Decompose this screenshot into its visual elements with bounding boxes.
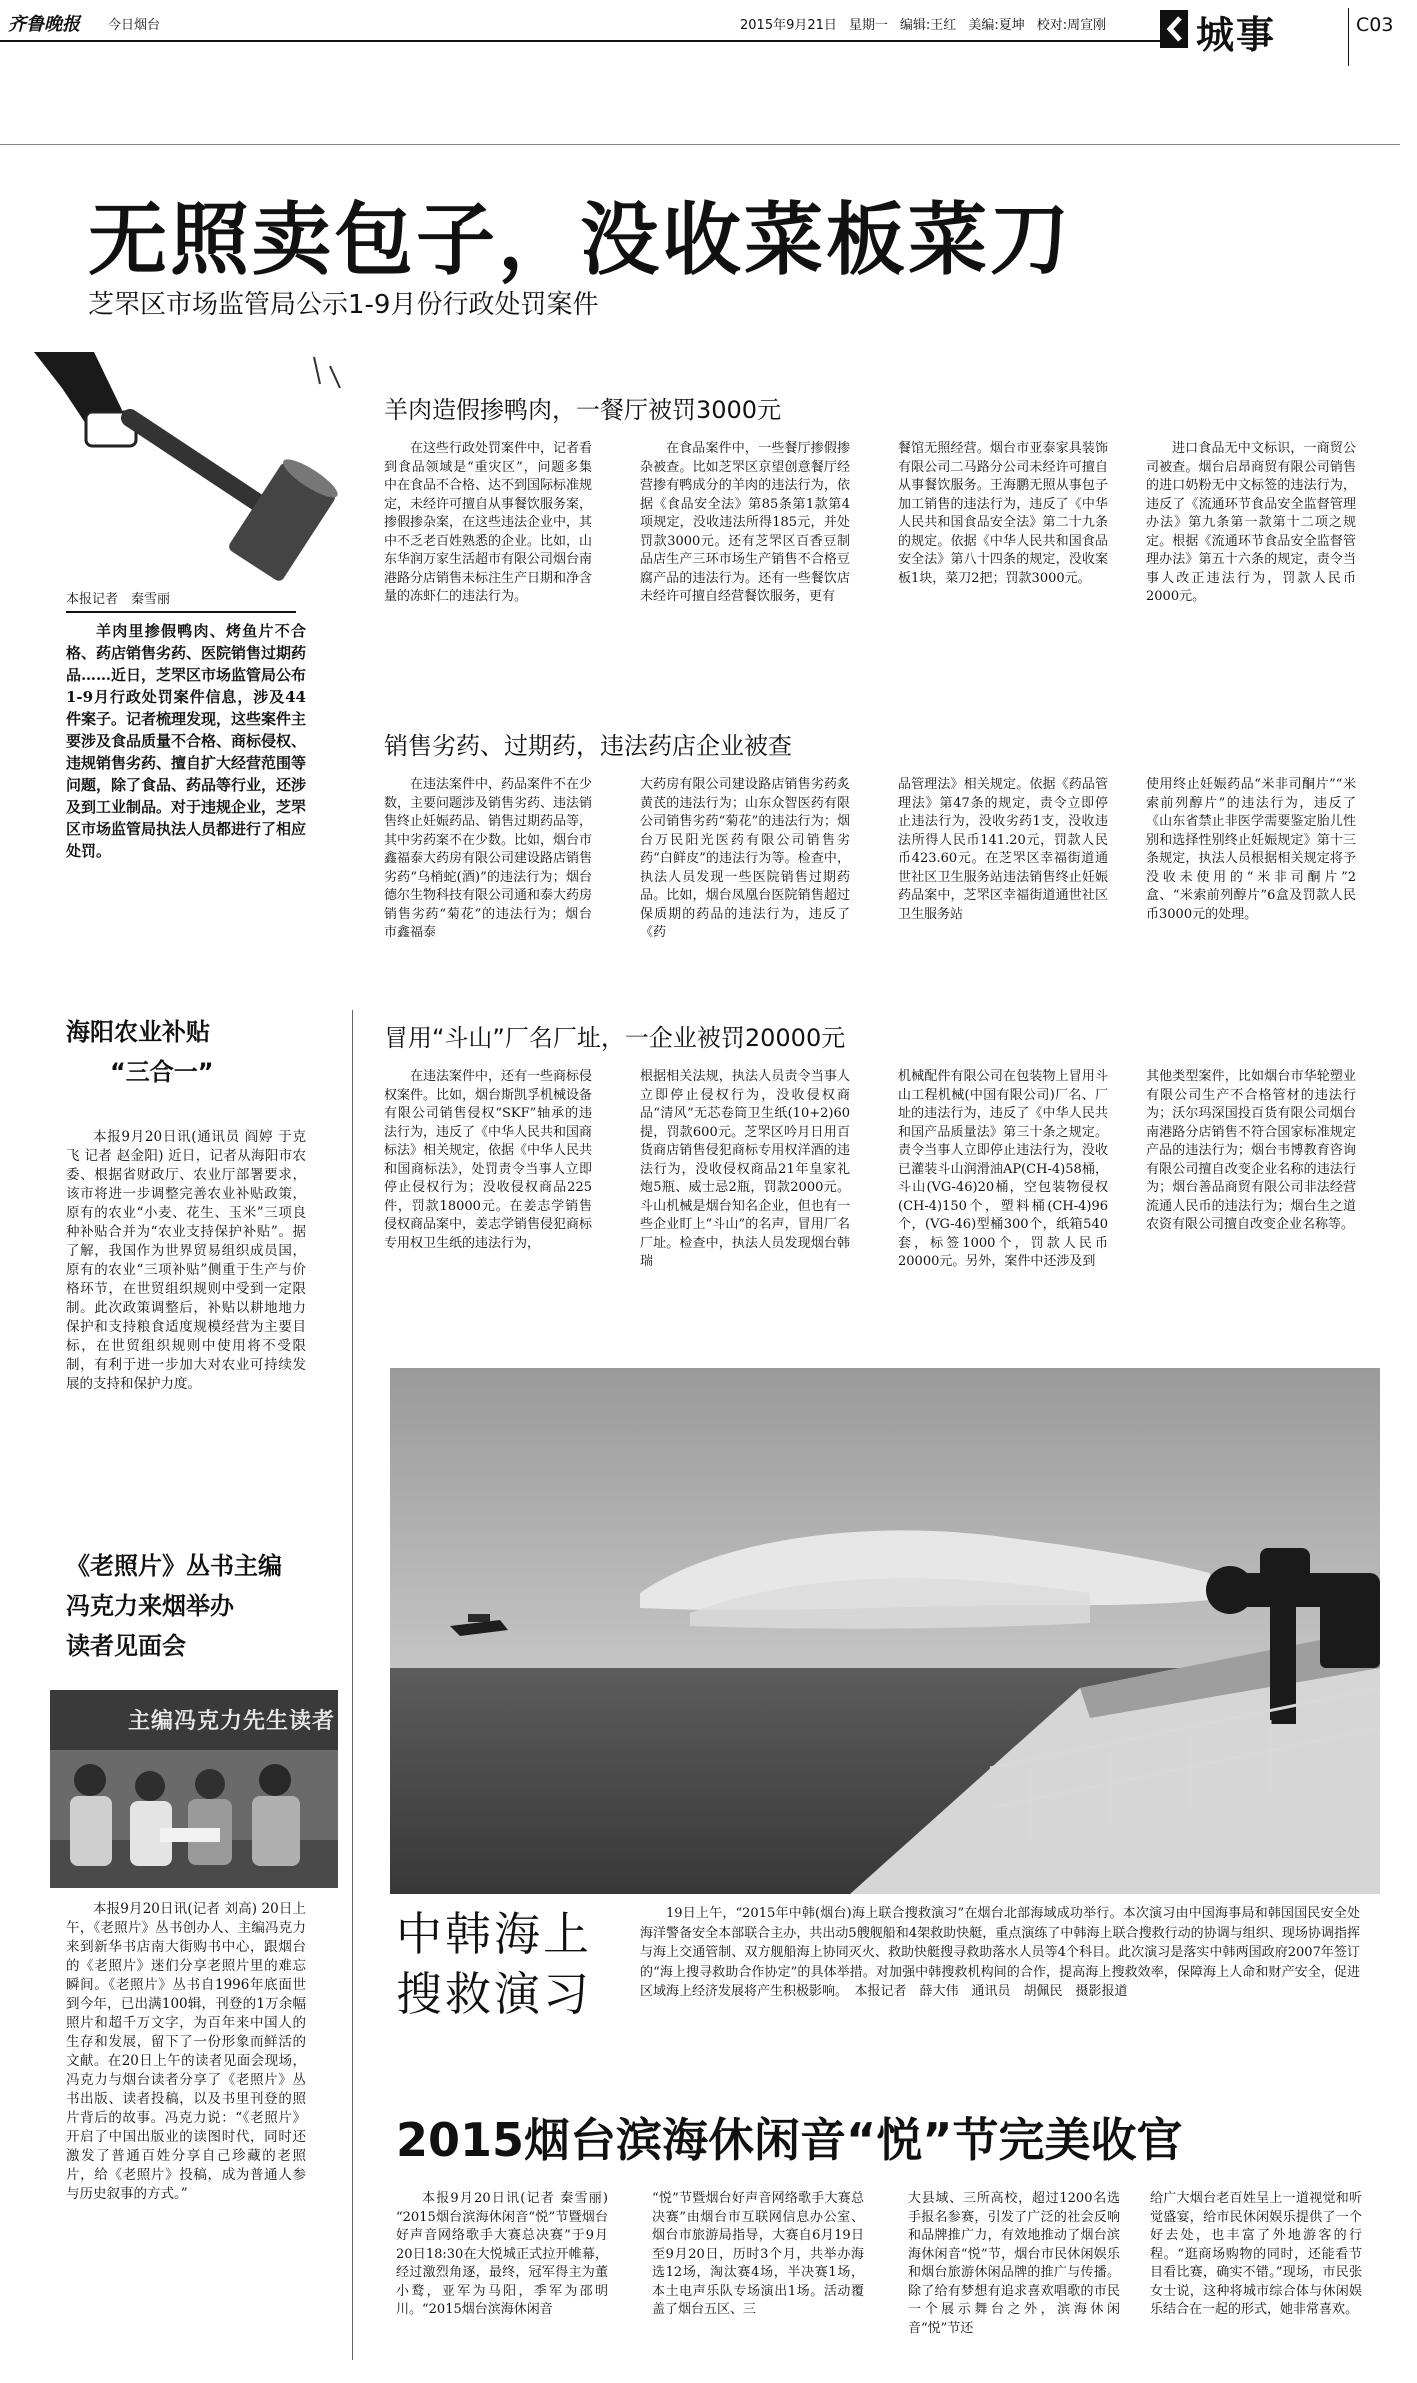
masthead-divider [1348,8,1349,66]
s3-col4: 其他类型案件，比如烟台市华轮塑业有限公司生产不合格管材的违法行为；沃尔玛深国投百货有限公司烟台南港路分店销售不符合国家标准规定产品的违法行为；烟台韦博教育咨询有限公司擅自改变企业名称的违法行为；烟台善品商贸有限公司非法经营流通人民币的违法行为；烟台生之道农资有限公司擅自改变企业名称等。 [1146,1069,1356,1232]
side1-title2: “三合一” [110,1058,214,1086]
issue-weekday: 星期一 [848,18,888,33]
side2-text: 本报9月20日讯(记者 刘高) 20日上午，《老照片》丛书创办人、主编冯克力来到新华书店南大街购书中心，跟烟台的《老照片》迷们分享老照片里的难忘瞬间。《老照片》丛书自1996年底面世到今年，已出满100辑，刊登的1万余幅照片和超千万文字，为百年来中国人的生存和发展，留下了一份形象而鲜活的文献。在20日上午的读者见面会现场，冯克力与烟台读者分享了《老照片》丛书出版、读者投稿，以及书里刊登的照片背后的故事。冯克力说：“《老照片》开启了中国出版业的读图时代，同时还激发了普通百姓分享自己珍藏的老照片，给《老照片》投稿，成为普通人参与历史叙事的方式。” [66,1901,306,2202]
side2-title2: 冯克力来烟举办 [66,1592,234,1620]
edition-label: 今日烟台 [108,18,161,33]
s2-col3: 品管理法》相关规定。依据《药品管理法》第47条的规定，责令立即停止违法行为，没收劣药1支，没收违法所得人民币141.20元，罚款人民币423.60元。在芝罘区幸福街道通世社区卫生服务站违法销售终止妊娠药品案中，芝罘区幸福街道通世社区卫生服务站 [898,777,1108,922]
page-number: C03 [1356,14,1394,36]
side1-title1: 海阳农业补贴 [66,1018,210,1046]
photo-caption: 19日上午，“2015年中韩(烟台)海上联合搜救演习”在烟台北部海域成功举行。本次演习由中国海事局和韩国国民安全处海洋警备安全本部联合主办，共出动5艘舰船和4架救助快艇，重点演练了中韩海上联合搜救行动的协调与组织、现场协调指挥与海上交通管制、双方舰船海上协同灭火、救助快艇搜寻救助落水人员等4个科目。此次演习是落实中韩两国政府2007年签订的“海上搜寻救助合作协定”的具体举措。对加强中韩搜救机构间的合作，提高海上搜救效率，保障海上人命和财产安全，促进区域海上经济发展将产生积极影响。 本报记者 薛大伟 通讯员 胡佩民 摄影报道 [640,1906,1360,1999]
s2-title: 销售劣药、过期药，违法药店企业被查 [384,732,792,760]
s3-col2: 根据相关法规，执法人员责令当事人立即停止侵权行为，没收侵权商品“清风”无芯卷筒卫生纸(10+2)60提，罚款600元。芝罘区吟月日用百货商店销售侵犯商标专用权洋酒的违法行为，没收侵权商品21年皇家礼炮5瓶、威士忌2瓶，罚款2000元。斗山机械是烟台知名企业，但也有一些企业盯上“斗山”的名声，冒用厂名厂址。检查中，执法人员发现烟台韩瑞 [640,1069,850,1269]
photo-title2: 搜救演习 [396,1967,592,2021]
s2-col4: 使用终止妊娠药品“米非司酮片”“米索前列醇片”的违法行为，违反了《山东省禁止非医学需要鉴定胎儿性别和选择性别终止妊娠规定》第十三条规定，执法人员根据相关规定将予没收未使用的“米非司酮片”2盒、“米索前列醇片”6盒及罚款人民币3000元的处理。 [1146,777,1356,922]
story2-col4: 给广大烟台老百姓呈上一道视觉和听觉盛宴，给市民休闲娱乐提供了一个好去处，也丰富了外地游客的行程。“逛商场购物的同时，还能看节目看比赛，确实不错。”现场，市民张女士说，这种将城市综合体与休闲娱乐结合在一起的形式，她非常喜欢。 [1150,2191,1362,2317]
main-lead: 羊肉里掺假鸭肉、烤鱼片不合格、药店销售劣药、医院销售过期药品……近日，芝罘区市场监管局公布1-9月行政处罚案件信息，涉及44件案子。记者梳理发现，这些案件主要涉及食品质量不合格、商标侵权、违规销售劣药、擅自扩大经营范围等问题，除了食品、药品等行业，还涉及到工业制品。对于违规企业，芝罘区市场监管局执法人员都进行了相应处罚。 [66,622,306,860]
sidebar-divider [352,1010,353,2360]
paper-logo: 齐鲁晚报 [8,14,80,35]
s3-col1: 在违法案件中，还有一些商标侵权案件。比如，烟台斯凯孚机械设备有限公司销售侵权“SKF”轴承的违法行为，违反了《中华人民共和国商标法》相关规定，依据《中华人民共和国商标法》，处罚责令当事人立即停止侵权行为；没收侵权商品225件，罚款18000元。在姜志学销售侵权商品案中，姜志学销售侵犯商标专用权卫生纸的违法行为， [384,1069,592,1251]
main-byline: 本报记者 秦雪丽 [66,588,296,613]
story2-col2: “悦”节暨烟台好声音网络歌手大赛总决赛”由烟台市互联网信息办公室、烟台市旅游局指导，大赛自6月19日至9月20日，历时3个月，共举办海选12场，淘汰赛4场，半决赛1场，本土电声乐队专场演出1场。活动覆盖了烟台五区、三 [652,2191,864,2317]
designer-credit: 美编:夏坤 [968,18,1025,33]
story2-headline: 2015烟台滨海休闲音“悦”节完美收官 [396,2113,1183,2167]
masthead-meta [740,14,1106,33]
masthead-rule [0,40,1160,42]
s2-col1: 在违法案件中，药品案件不在少数，主要问题涉及销售劣药、违法销售终止妊娠药品、销售过期药品等，其中劣药案不在少数。比如，烟台市鑫福泰大药房有限公司建设路店销售劣药“乌梢蛇(酒)”的违法行为；烟台德尔生物科技有限公司通和泰大药房销售劣药“菊花”的违法行为；烟台市鑫福泰 [384,777,592,940]
side2-title3: 读者见面会 [66,1632,186,1660]
photo-title1: 中韩海上 [396,1907,592,1961]
s3-col3: 机械配件有限公司在包装物上冒用斗山工程机械(中国有限公司)厂名、厂址的违法行为，违反了《中华人民共和国产品质量法》第三十条之规定。责令当事人立即停止违法行为，没收已灌装斗山润滑油AP(CH-4)58桶，斗山(VG-46)20桶，空包装物侵权(CH-4)150个，塑料桶(CH-4)96个，(VG-46)型桶300个，纸箱540套，标签1000个，罚款人民币20000元。另外，案件中还涉及到 [898,1069,1108,1269]
photo-banner-text: 主编冯克力先生读者 [128,1709,336,1734]
editor-credit: 编辑:王红 [899,18,957,33]
main-headline: 无照卖包子，没收菜板菜刀 [88,194,1072,286]
section-marker-icon [1160,10,1188,48]
reader-meeting-photo [50,1690,338,1888]
side1-text: 本报9月20日讯(通讯员 阎婷 于克飞 记者 赵金阳) 近日，记者从海阳市农委、根据省财政厅、农业厅部署要求，该市将进一步调整完善农业补贴政策，原有的农业“小麦、花生、玉米”三项良种补贴合并为“农业支持保护补贴”。据了解，我国作为世界贸易组织成员国，原有的农业“三项补贴”侧重于生产与价格环节，在世贸组织规则中受到一定限制。此次政策调整后，补贴以耕地地力保护和支持粮食适度规模经营为主要目标，在世贸组织规则中使用将不受限制，有利于进一步加大对农业可持续发展的支持和保护力度。 [66,1129,306,1392]
s1-col1: 在这些行政处罚案件中，记者看到食品领域是“重灾区”，问题多集中在食品不合格、达不到国际标准规定，未经许可擅自从事餐饮服务案，掺假掺杂案，在这些违法企业中，其中不乏老百姓熟悉的企业。比如，山东华润万家生活超市有限公司烟台南港路分店销售未标注生产日期和净含量的冻虾仁的违法行为。 [384,441,592,604]
rescue-photo [390,1368,1380,1894]
s2-col2: 大药房有限公司建设路店销售劣药炙黄芪的违法行为；山东众智医药有限公司销售劣药“菊花”的违法行为；烟台万民阳光医药有限公司销售劣药“白鲜皮”的违法行为等。检查中，执法人员发现一些医院销售过期药品。比如，烟台凤凰台医院销售超过保质期的药品的违法行为，违反了《药 [640,777,850,940]
gavel-illustration [34,352,344,582]
section-name: 城事 [1196,13,1277,57]
headline-top-rule [0,144,1400,145]
issue-date: 2015年9月21日 [740,18,837,33]
s1-col2: 在食品案件中，一些餐厅掺假掺杂被查。比如芝罘区京望创意餐厅经营掺有鸭成分的羊肉的违法行为，依据《食品安全法》第85条第1款第4项规定，没收违法所得185元，并处罚款3000元。还有芝罘区百香豆制品店生产三环市场生产销售不合格豆腐产品的违法行为。还有一些餐饮店未经许可擅自经营餐饮服务，更有 [640,441,850,604]
story2-col1: 本报9月20日讯(记者 秦雪丽) “2015烟台滨海休闲音“悦”节暨烟台好声音网络歌手大赛总决赛”于9月20日18:30在大悦城正式拉开帷幕，经过激烈角逐，最终，冠军得主为董小鹜，亚军为马阳，季军为邵明川。“2015烟台滨海休闲音 [396,2191,608,2317]
side2-title1: 《老照片》丛书主编 [66,1552,282,1580]
main-subhead: 芝罘区市场监管局公示1-9月份行政处罚案件 [88,290,599,320]
s1-col3: 餐馆无照经营。烟台市亚泰家具装饰有限公司二马路分公司未经许可擅自从事餐饮服务。王海鹏无照从事包子加工销售的违法行为，违反了《中华人民共和国食品安全法》第二十九条的规定。依据《中华人民共和国食品安全法》第八十四条的规定，没收案板1块，菜刀2把；罚款3000元。 [898,441,1108,586]
story2-col3: 大县域、三所高校，超过1200名选手报名参赛，引发了广泛的社会反响和品牌推广力，有效地推动了烟台滨海休闲音“悦”节，烟台市民休闲娱乐和烟台旅游休闲品牌的推广与传播。除了给有梦想有追求喜欢唱歌的市民一个展示舞台之外，滨海休闲音“悦”节还 [908,2191,1120,2336]
s3-title: 冒用“斗山”厂名厂址，一企业被罚20000元 [384,1024,846,1052]
s1-title: 羊肉造假掺鸭肉，一餐厅被罚3000元 [384,396,782,424]
s1-col4: 进口食品无中文标识，一商贸公司被查。烟台启昂商贸有限公司销售的进口奶粉无中文标签的违法行为，违反了《流通环节食品安全监督管理办法》第九条第一款第十二项之规定。根据《流通环节食品安全监督管理办法》第五十六条的规定，责令当事人改正违法行为，罚款人民币2000元。 [1146,441,1356,604]
proof-credit: 校对:周宣刚 [1036,18,1107,33]
